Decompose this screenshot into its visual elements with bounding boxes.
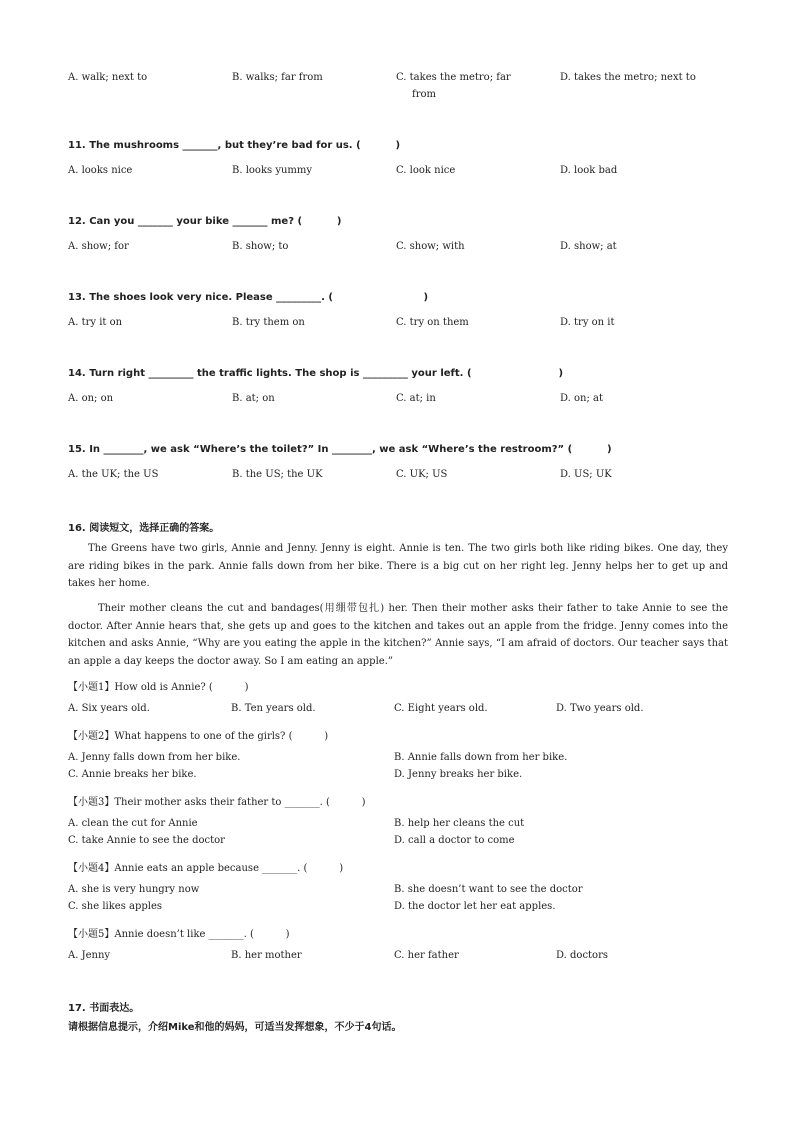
q14-option-a: A. on; on (68, 393, 114, 404)
q14-option-b: B. at; on (232, 393, 275, 404)
q16-sub2-option-b: B. Annie falls down from her bike. (394, 752, 568, 763)
q16-sub4-option-b: B. she doesn’t want to see the doctor (394, 884, 583, 895)
q15-option-d: D. US; UK (560, 469, 612, 480)
q16-sub4-option-a: A. she is very hungry now (68, 884, 200, 895)
q16-sub3-option-d: D. call a doctor to come (394, 835, 515, 846)
q15-stem: 15. In ________, we ask “Where’s the toilet?” In ________, we ask “Where’s the restroom?” ( ) (68, 444, 612, 455)
q16-sub1-option-b: B. Ten years old. (231, 703, 316, 714)
q17-prompt: 请根据信息提示，介绍Mike和他的妈妈，可适当发挥想象，不少于4句话。 (68, 1022, 402, 1033)
q13-option-d: D. try on it (560, 317, 615, 328)
q14-stem: 14. Turn right _________ the traffic lights. The shop is _________ your left. ( ) (68, 368, 564, 379)
q14-option-d: D. on; at (560, 393, 604, 404)
q17-title: 17. 书面表达。 (68, 1003, 140, 1014)
q10-option-a: A. walk; next to (68, 72, 148, 83)
q11-option-d: D. look bad (560, 165, 618, 176)
q16-passage-paragraph-1: The Greens have two girls, Annie and Jenny. Jenny is eight. Annie is ten. The two girls both like riding bikes. One day, they are riding bikes in the park. Annie falls down from her bike. There is a big cut on her right leg. Jenny helps her to get up and takes her home. (68, 543, 728, 589)
q12-option-a: A. show; for (68, 241, 129, 252)
q16-sub5-option-c: C. her father (394, 950, 459, 961)
q16-sub3-stem: 【小题3】Their mother asks their father to _______. ( ) (68, 797, 366, 808)
q10-option-c-line1: C. takes the metro; far (396, 72, 511, 83)
q16-sub4-stem: 【小题4】Annie eats an apple because _______. ( ) (68, 863, 344, 874)
q16-sub5-option-d: D. doctors (556, 950, 608, 961)
q11-stem: 11. The mushrooms _______, but they’re bad for us. ( ) (68, 140, 401, 151)
q13-option-a: A. try it on (68, 317, 123, 328)
q11-option-a: A. looks nice (68, 165, 133, 176)
q16-sub5-option-b: B. her mother (231, 950, 302, 961)
q16-sub3-option-c: C. take Annie to see the doctor (68, 835, 225, 846)
q10-option-b: B. walks; far from (232, 72, 323, 83)
q16-title: 16. 阅读短文，选择正确的答案。 (68, 523, 220, 534)
q16-passage-paragraph-2: Their mother cleans the cut and bandages(用绷带包扎) her. Then their mother asks their father to take Annie to see the doctor. After Annie hears that, she gets up and goes to the kitchen and takes out an apple from the fridge. Jenny comes into the kitchen and asks Annie, “Why are you eating the apple in the kitchen?” Annie says, “I am afraid of doctors. Our teacher says that an apple a day keeps the doctor away. So I am eating an apple.” (68, 603, 728, 667)
q12-stem: 12. Can you _______ your bike _______ me? ( ) (68, 216, 342, 227)
q13-stem: 13. The shoes look very nice. Please _________. ( ) (68, 292, 429, 303)
q15-option-c: C. UK; US (396, 469, 448, 480)
q10-option-d: D. takes the metro; next to (560, 72, 696, 83)
q10-option-c-line2: from (412, 89, 436, 100)
q11-option-b: B. looks yummy (232, 165, 313, 176)
q14-option-c: C. at; in (396, 393, 436, 404)
q16-sub3-option-b: B. help her cleans the cut (394, 818, 525, 829)
q12-option-b: B. show; to (232, 241, 289, 252)
q13-option-b: B. try them on (232, 317, 305, 328)
q16-sub2-option-d: D. Jenny breaks her bike. (394, 769, 523, 780)
q12-option-d: D. show; at (560, 241, 617, 252)
q16-sub1-option-c: C. Eight years old. (394, 703, 488, 714)
q13-option-c: C. try on them (396, 317, 469, 328)
q11-option-c: C. look nice (396, 165, 456, 176)
q12-option-c: C. show; with (396, 241, 465, 252)
q16-sub1-option-d: D. Two years old. (556, 703, 644, 714)
q16-sub2-stem: 【小题2】What happens to one of the girls? ( ) (68, 731, 329, 742)
q16-sub4-option-c: C. she likes apples (68, 901, 163, 912)
q16-sub3-option-a: A. clean the cut for Annie (68, 818, 198, 829)
q16-sub4-option-d: D. the doctor let her eat apples. (394, 901, 556, 912)
q15-option-a: A. the UK; the US (68, 469, 159, 480)
q16-sub1-stem: 【小题1】How old is Annie? ( ) (68, 682, 249, 693)
q15-option-b: B. the US; the UK (232, 469, 323, 480)
q16-sub5-stem: 【小题5】Annie doesn’t like _______. ( ) (68, 929, 290, 940)
q16-sub1-option-a: A. Six years old. (68, 703, 150, 714)
q16-sub2-option-c: C. Annie breaks her bike. (68, 769, 197, 780)
q16-sub2-option-a: A. Jenny falls down from her bike. (68, 752, 241, 763)
q16-sub5-option-a: A. Jenny (68, 950, 111, 961)
